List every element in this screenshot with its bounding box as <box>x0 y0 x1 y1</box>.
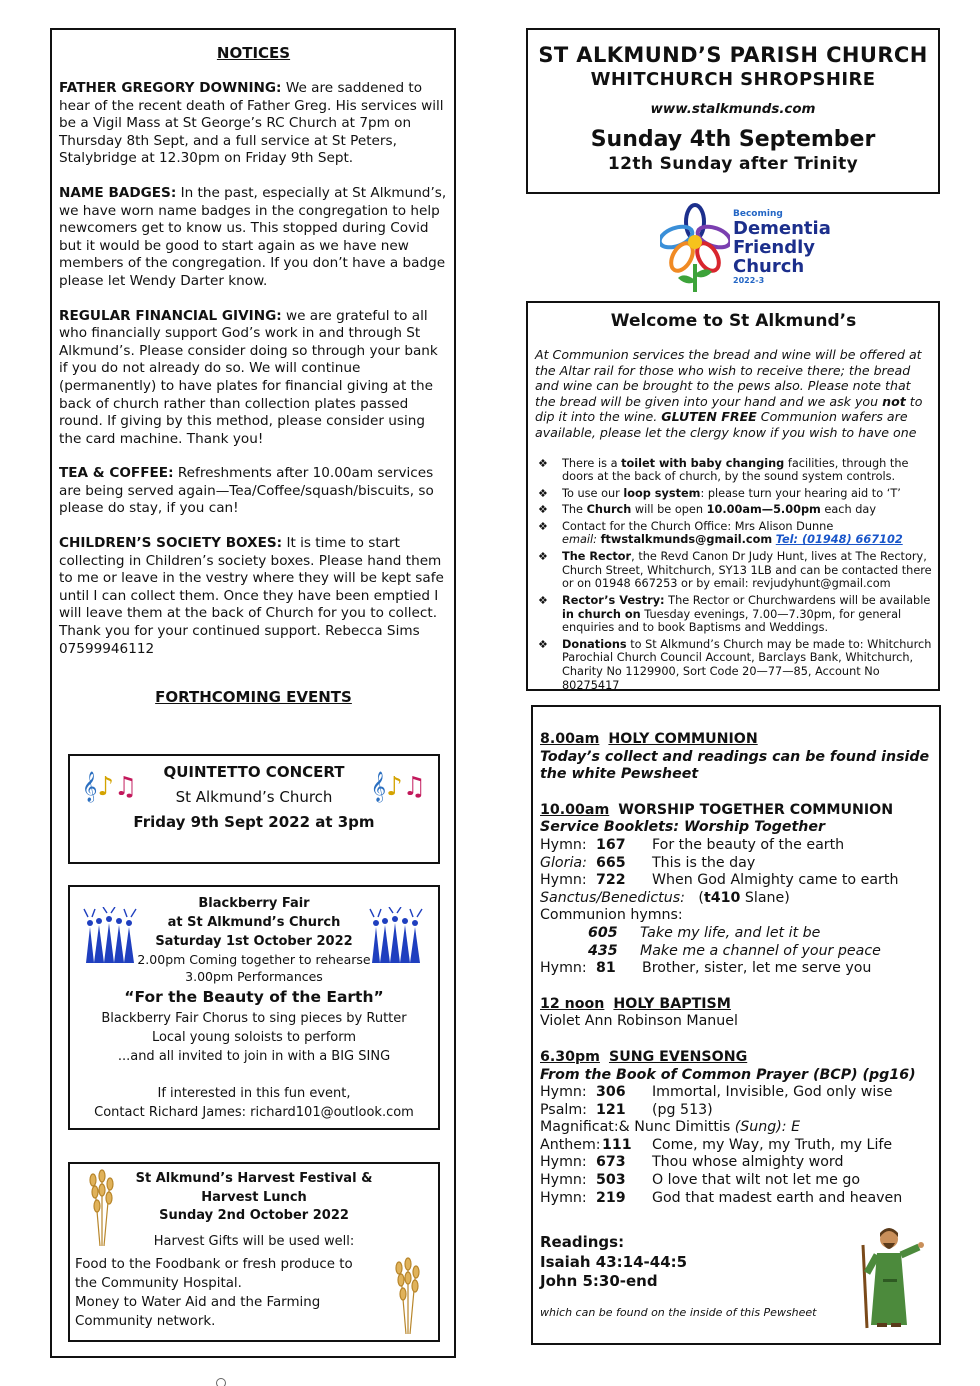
hymn-label: Psalm: <box>540 1101 587 1118</box>
notice-heading: NAME BADGES: <box>59 184 177 201</box>
flower-icon <box>660 202 730 294</box>
harvest-line: Money to Water Aid and the Farming <box>75 1294 321 1310</box>
blackberry-time-rehearse: 2.00pm Coming together to rehearse <box>137 952 371 967</box>
communion-text: Communion wafers are available, please let the clergy know if you wish to have one <box>535 409 917 440</box>
service-worship-together <box>540 802 931 978</box>
blackberry-line: If interested in this fun event, <box>157 1086 351 1101</box>
logo-text <box>733 210 831 285</box>
diamond-bullet-icon: ❖ <box>538 486 548 500</box>
hymn-number: 306 <box>596 1084 626 1101</box>
gluten-free-label: GLUTEN FREE <box>661 409 757 425</box>
hymn-number: 81 <box>596 960 616 977</box>
reading-ref: John 5:30-end <box>540 1272 658 1291</box>
notice-tea-coffee <box>59 465 448 518</box>
notice-body: we are grateful to all who financially support God’s work in and through St Alkmund’s. Please consider doing so through your bank if you do not already do so. We will continue (permanently) to have plates for financial giving at the back of church rather than collection plates passed round. If giving by this method, please consider using the card machine. Thank you! <box>59 307 438 447</box>
concert-venue: St Alkmund’s Church <box>175 788 333 806</box>
hymn-row <box>540 837 931 855</box>
hymn-number: 111 <box>602 1136 632 1153</box>
blackberry-quote: “For the Beauty of the Earth” <box>124 988 384 1006</box>
wheat-icon <box>386 1254 428 1334</box>
blackberry-venue: at St Alkmund’s Church <box>167 915 341 930</box>
blackberry-contact: Contact Richard James: richard101@outlook.com <box>94 1105 414 1120</box>
hymn-title: Brother, sister, let me serve you <box>642 960 872 977</box>
blackberry-title: Blackberry Fair <box>198 896 310 911</box>
hymn-label: Anthem: <box>540 1136 601 1153</box>
hymn-row <box>540 855 931 873</box>
office-phone-link[interactable]: Tel: (01948) 667102 <box>775 533 903 547</box>
wheat-icon <box>80 1166 122 1246</box>
hymn-label: Hymn: <box>540 872 587 889</box>
logo-line: Church <box>733 256 805 277</box>
notice-heading: CHILDREN’S SOCIETY BOXES: <box>59 535 283 552</box>
baptism-candidate: Violet Ann Robinson Manuel <box>540 1013 738 1030</box>
notice-father-gregory <box>59 80 448 168</box>
hymn-number: 167 <box>596 836 626 853</box>
hymn-number: 503 <box>596 1172 626 1189</box>
welcome-panel <box>526 301 940 691</box>
hymn-title: O love that wilt not let me go <box>652 1172 861 1189</box>
event-harvest <box>68 1162 440 1342</box>
info-church-office <box>535 520 932 548</box>
church-name: ST ALKMUND’S PARISH CHURCH <box>538 43 928 67</box>
hymn-title: Take my life, and let it be <box>640 924 821 941</box>
notice-childrens-society <box>59 535 448 658</box>
info-opening-hours <box>535 503 932 517</box>
hymn-row <box>540 872 931 890</box>
hymn-title: Slane) <box>740 889 790 906</box>
hymn-title: Come, my Way, my Truth, my Life <box>652 1136 893 1153</box>
harvest-line: Community network. <box>75 1314 216 1330</box>
blackberry-line: ...and all invited to join in with a BIG SING <box>117 1049 391 1064</box>
notice-heading: FATHER GREGORY DOWNING: <box>59 80 282 96</box>
info-text: To use our <box>562 486 624 500</box>
hymn-title: Thou whose almighty word <box>652 1154 844 1171</box>
hymn-row <box>540 1102 931 1120</box>
hymn-number: 219 <box>596 1189 626 1206</box>
hymn-row <box>540 1084 931 1102</box>
music-notes-icon: 𝄞♪♫ <box>370 772 426 802</box>
hymn-label: Hymn: <box>540 1189 587 1206</box>
church-website[interactable]: www.stalkmunds.com <box>650 102 816 117</box>
hymn-number: 121 <box>596 1101 626 1118</box>
info-emphasis: toilet with baby changing <box>621 456 785 470</box>
info-emphasis: loop system <box>623 486 701 500</box>
choir-icon <box>368 907 426 963</box>
hymn-number: t410 <box>703 889 741 906</box>
service-holy-communion <box>540 731 931 784</box>
diamond-bullet-icon: ❖ <box>538 549 548 563</box>
hymn-row <box>540 1154 931 1172</box>
hymn-label: Hymn: <box>540 1084 587 1101</box>
info-emphasis: 10.00am—5.00pm <box>706 503 821 517</box>
service-booklet: Service Booklets: Worship Together <box>540 819 825 836</box>
harvest-title: St Alkmund’s Harvest Festival & <box>135 1171 373 1186</box>
notice-name-badges <box>59 185 448 291</box>
hymn-title: When God Almighty came to earth <box>652 872 899 889</box>
blackberry-time-perform: 3.00pm Performances <box>185 969 323 984</box>
blackberry-date: Saturday 1st October 2022 <box>155 934 353 949</box>
info-vestry <box>535 594 932 635</box>
hymn-label: Gloria: <box>540 854 587 871</box>
email-label: email: <box>562 533 601 547</box>
hymn-number: 665 <box>596 854 626 871</box>
harvest-line: Food to the Foodbank or fresh produce to <box>75 1256 353 1272</box>
hymn-title: (pg 513) <box>652 1101 713 1118</box>
diamond-bullet-icon: ❖ <box>538 519 548 533</box>
event-concert <box>68 754 440 864</box>
hymn-number: 605 <box>588 924 618 941</box>
info-rector <box>535 550 932 591</box>
sanctus-row: Sanctus/Benedictus: (t410 Slane) <box>540 889 790 906</box>
diamond-bullet-icon: ❖ <box>538 593 548 607</box>
church-location: WHITCHURCH SHROPSHIRE <box>590 69 876 90</box>
notice-body: We are saddened to hear of the recent death of Father Greg. His services will be a Vigil Mass at St George’s RC Church at 7pm on Thursday 8th Sept, and a full service at St Peters, Stalybridge at 12.30pm on Friday 9th Sept. <box>59 80 444 167</box>
service-time: 10.00am <box>540 801 610 818</box>
service-note: the white Pewsheet <box>540 766 699 783</box>
hymn-label: Hymn: <box>540 960 587 977</box>
hymn-title: Make me a channel of your peace <box>640 942 881 959</box>
choir-icon <box>82 907 140 963</box>
info-toilet <box>535 457 932 485</box>
service-note: Today’s collect and readings can be found inside <box>540 748 930 765</box>
hymn-title: Immortal, Invisible, God only wise <box>652 1084 893 1101</box>
info-text: , the Revd Canon Dr Judy Hunt, lives at The Rectory, Church Street, Whitchurch, SY13 1LB and can be contacted there or on 01948 667253 or by email: revjudyhunt@gmail.com <box>562 549 932 591</box>
logo-year: 2022-3 <box>733 276 765 285</box>
notice-body: It is time to start collecting in Children’s society boxes. Please hand them to me or leave in the vestry where they will be kept safe until I can collect them. Once they have been emptied I will leave them at the back of Church for you to collect. Thank you for your continued support. Rebecca Sims 07599946112 <box>59 535 444 657</box>
info-text: Contact for the Church Office: Mrs Alison Dunne <box>562 519 834 533</box>
events-title: FORTHCOMING EVENTS <box>155 688 352 707</box>
notice-body: In the past, especially at St Alkmund’s, we have worn name badges in the congregation to help newcomers get to know us. This stopped during Covid but it would be good to start again as we have new members of the congregation. If you don’t have a badge please let Wendy Darter know. <box>59 184 447 289</box>
hymn-number: 722 <box>596 872 626 889</box>
service-name: HOLY BAPTISM <box>613 995 731 1012</box>
logo-line: Dementia <box>733 218 831 239</box>
hymn-row <box>540 960 931 978</box>
logo-line: Friendly <box>733 237 816 258</box>
info-text: There is a <box>562 456 622 470</box>
harvest-list <box>70 1255 438 1332</box>
dementia-friendly-logo <box>660 202 840 294</box>
info-text: to St Alkmund’s Church may be made to: Whitchurch Parochial Church Council Account, Barclays Bank, Whitchurch, Charity No 1129900, Sort Code 20—77—85, Account No 80275417 <box>562 637 932 693</box>
service-name: SUNG EVENSONG <box>608 1048 748 1065</box>
info-loop-system <box>535 487 932 501</box>
welcome-info-list <box>535 457 932 693</box>
hymn-title: This is the day <box>652 854 756 871</box>
notice-financial-giving <box>59 308 448 449</box>
harvest-intro: Harvest Gifts will be used well: <box>153 1233 355 1249</box>
harvest-date: Sunday 2nd October 2022 <box>159 1208 349 1223</box>
blackberry-line: Local young soloists to perform <box>151 1030 357 1045</box>
notice-heading: TEA & COFFEE: <box>59 465 174 482</box>
blackberry-line: Blackberry Fair Chorus to sing pieces by Rutter <box>101 1011 407 1026</box>
info-emphasis: Rector’s Vestry: <box>562 593 665 607</box>
hymn-number: 435 <box>588 942 618 959</box>
diamond-bullet-icon: ❖ <box>538 456 548 470</box>
service-name: HOLY COMMUNION <box>608 731 758 747</box>
info-text: facilities, through the doors at the back of church, by the sound system controls. <box>562 456 909 484</box>
communion-hymns-label: Communion hymns: <box>540 907 683 924</box>
service-date: Sunday 4th September <box>590 127 876 152</box>
service-holy-baptism <box>540 996 931 1031</box>
notices-panel <box>50 28 456 1358</box>
hymn-label: Hymn: <box>540 1172 587 1189</box>
service-time: 6.30pm <box>540 1048 600 1065</box>
music-notes-icon: 𝄞♪♫ <box>82 772 138 802</box>
notices-title: NOTICES <box>216 44 291 62</box>
hymn-title: (Sung): E <box>734 1119 801 1136</box>
info-emphasis: Church <box>586 503 632 517</box>
info-text: Tuesday evenings, 7.00—7.30pm, for general enquiries and to book Baptisms and Weddings. <box>562 607 902 635</box>
harvest-line: the Community Hospital. <box>75 1275 242 1291</box>
service-time: 8.00am <box>540 731 600 747</box>
hymn-row <box>540 925 931 943</box>
services-panel <box>531 705 941 1345</box>
communion-note <box>535 347 932 441</box>
logo-line: Becoming <box>733 209 783 219</box>
diamond-bullet-icon: ❖ <box>538 503 548 517</box>
hymn-label: Hymn: <box>540 836 587 853</box>
communion-text: At Communion services the bread and wine will be offered at the Altar rail for those who wish to receive there; the bread and wine can be brought to the pews also. Please note that the bread will be given into your hand and we ask you <box>535 347 922 409</box>
harvest-title: Harvest Lunch <box>201 1189 307 1205</box>
page-mark <box>216 1378 226 1386</box>
hymn-title: God that madest earth and heaven <box>652 1189 903 1206</box>
readings-footnote: which can be found on the inside of this Pewsheet <box>540 1305 817 1319</box>
info-text: The <box>562 503 587 517</box>
hymn-row <box>540 943 931 961</box>
readings-title: Readings: <box>540 1233 625 1252</box>
concert-title: QUINTETTO CONCERT <box>163 763 345 781</box>
communion-text: to dip it into the wine. <box>535 393 923 425</box>
reading-ref: Isaiah 43:14-44:5 <box>540 1252 688 1271</box>
service-time: 12 noon <box>540 995 605 1012</box>
office-email[interactable]: ftwstalkmunds@gmail.com <box>600 533 773 547</box>
info-emphasis: The Rector <box>562 549 632 563</box>
info-emphasis: Donations <box>562 637 627 651</box>
service-evensong <box>540 1049 931 1207</box>
liturgical-sunday: 12th Sunday after Trinity <box>607 154 859 174</box>
info-text: The Rector or Churchwardens will be available <box>664 593 931 607</box>
event-blackberry-fair <box>68 885 440 1130</box>
concert-date: Friday 9th Sept 2022 at 3pm <box>133 813 375 831</box>
notice-heading: REGULAR FINANCIAL GIVING: <box>59 307 282 324</box>
info-donations <box>535 638 932 693</box>
communion-emphasis: not <box>882 393 906 409</box>
hymn-row <box>540 1190 931 1208</box>
notice-body: Refreshments after 10.00am services are being served again—Tea/Coffee/squash/biscuits, so please do stay, if you can! <box>59 465 434 517</box>
hymn-label: Hymn: <box>540 1154 587 1171</box>
diamond-bullet-icon: ❖ <box>538 637 548 651</box>
info-text: : please turn your hearing aid to ‘T’ <box>700 486 901 500</box>
hymn-row <box>540 1172 931 1190</box>
service-name: WORSHIP TOGETHER COMMUNION <box>618 801 894 818</box>
service-booklet: From the Book of Common Prayer (BCP) (pg16) <box>540 1066 916 1083</box>
church-header <box>526 28 940 194</box>
info-text: each day <box>820 503 877 517</box>
hymn-label: Magnificat:& Nunc Dimittis <box>540 1119 735 1136</box>
hymn-label: Sanctus/Benedictus: <box>540 889 685 906</box>
welcome-title: Welcome to St Alkmund’s <box>610 311 857 331</box>
apostle-figure-icon <box>855 1225 925 1330</box>
hymn-title: For the beauty of the earth <box>652 836 845 853</box>
info-text: will be open <box>631 503 707 517</box>
hymn-number: 673 <box>596 1154 626 1171</box>
magnificat-row <box>540 1119 931 1137</box>
hymn-row <box>540 1137 931 1155</box>
info-emphasis: in church on <box>562 607 641 621</box>
